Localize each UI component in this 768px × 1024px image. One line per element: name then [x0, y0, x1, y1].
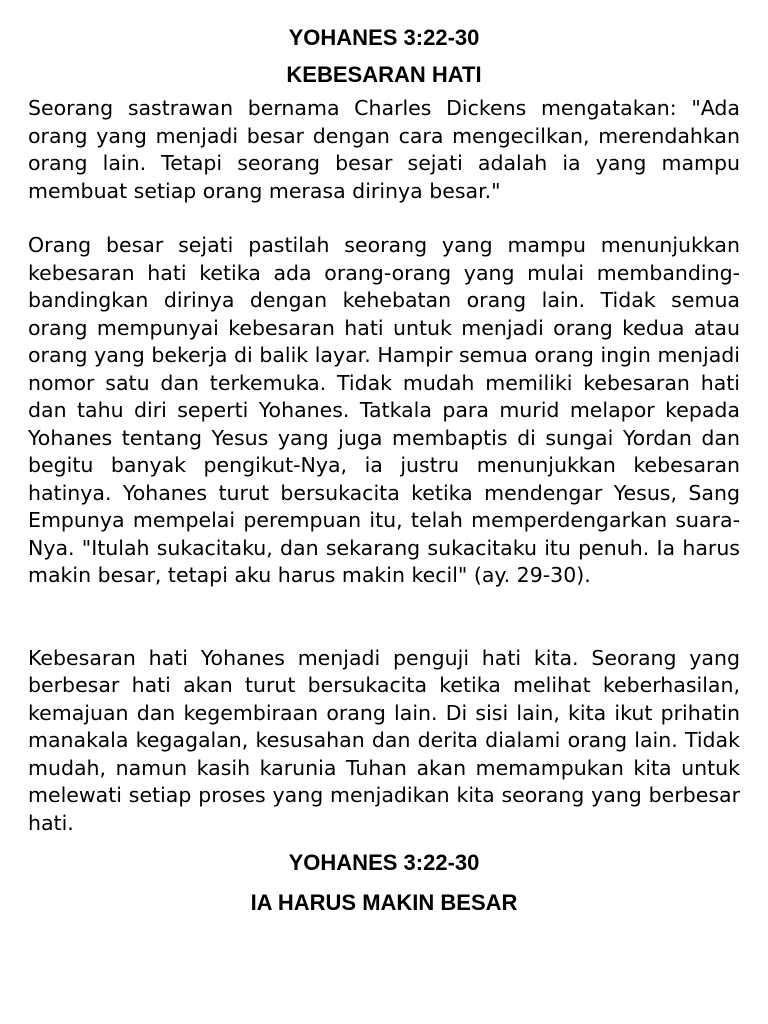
next-passage-reference-heading: YOHANES 3:22-30	[288, 850, 480, 875]
next-devotional-title-heading: IA HARUS MAKIN BESAR	[250, 890, 518, 915]
body-paragraph-3: Kebesaran hati Yohanes menjadi penguji hati kita. Seorang yang berbesar hati akan turut bersukacita ketika melihat keberhasilan, kemajuan dan kegembiraan orang lain. Di sisi lain, kita ikut prihatin manakala kegagalan, kesusahan dan derita dialami orang lain. Tidak mudah, namun kasih karunia Tuhan akan memampukan kita untuk melewati setiap proses yang menjadikan kita seorang yang berbesar hati.	[28, 645, 740, 835]
devotional-title-heading: KEBESARAN HATI	[286, 62, 482, 87]
body-paragraph-2: Orang besar sejati pastilah seorang yang mampu menunjukkan kebesaran hati ketika ada orang-orang yang mulai membanding-bandingkan dirinya dengan kehebatan orang lain. Tidak semua orang mempunyai kebesaran hati untuk menjadi orang kedua atau orang yang bekerja di balik layar. Hampir semua orang ingin menjadi nomor satu dan terkemuka. Tidak mudah memiliki kebesaran hati dan tahu diri seperti Yohanes. Tatkala para murid melapor kepada Yohanes tentang Yesus yang juga membaptis di sungai Yordan dan begitu banyak pengikut-Nya, ia justru menunjukkan kebesaran hatinya. Yohanes turut bersukacita ketika mendengar Yesus, Sang Empunya mempelai perempuan itu, telah memperdengarkan suara-Nya. "Itulah sukacitaku, dan sekarang sukacitaku itu penuh. Ia harus makin besar, tetapi aku harus makin kecil" (ay. 29-30).	[28, 233, 740, 587]
passage-reference-heading: YOHANES 3:22-30	[288, 25, 480, 50]
body-paragraph-1: Seorang sastrawan bernama Charles Dickens mengatakan: "Ada orang yang menjadi besar dengan cara mengecilkan, merendahkan orang lain. Tetapi seorang besar sejati adalah ia yang mampu membuat setiap orang merasa dirinya besar."	[28, 96, 740, 203]
